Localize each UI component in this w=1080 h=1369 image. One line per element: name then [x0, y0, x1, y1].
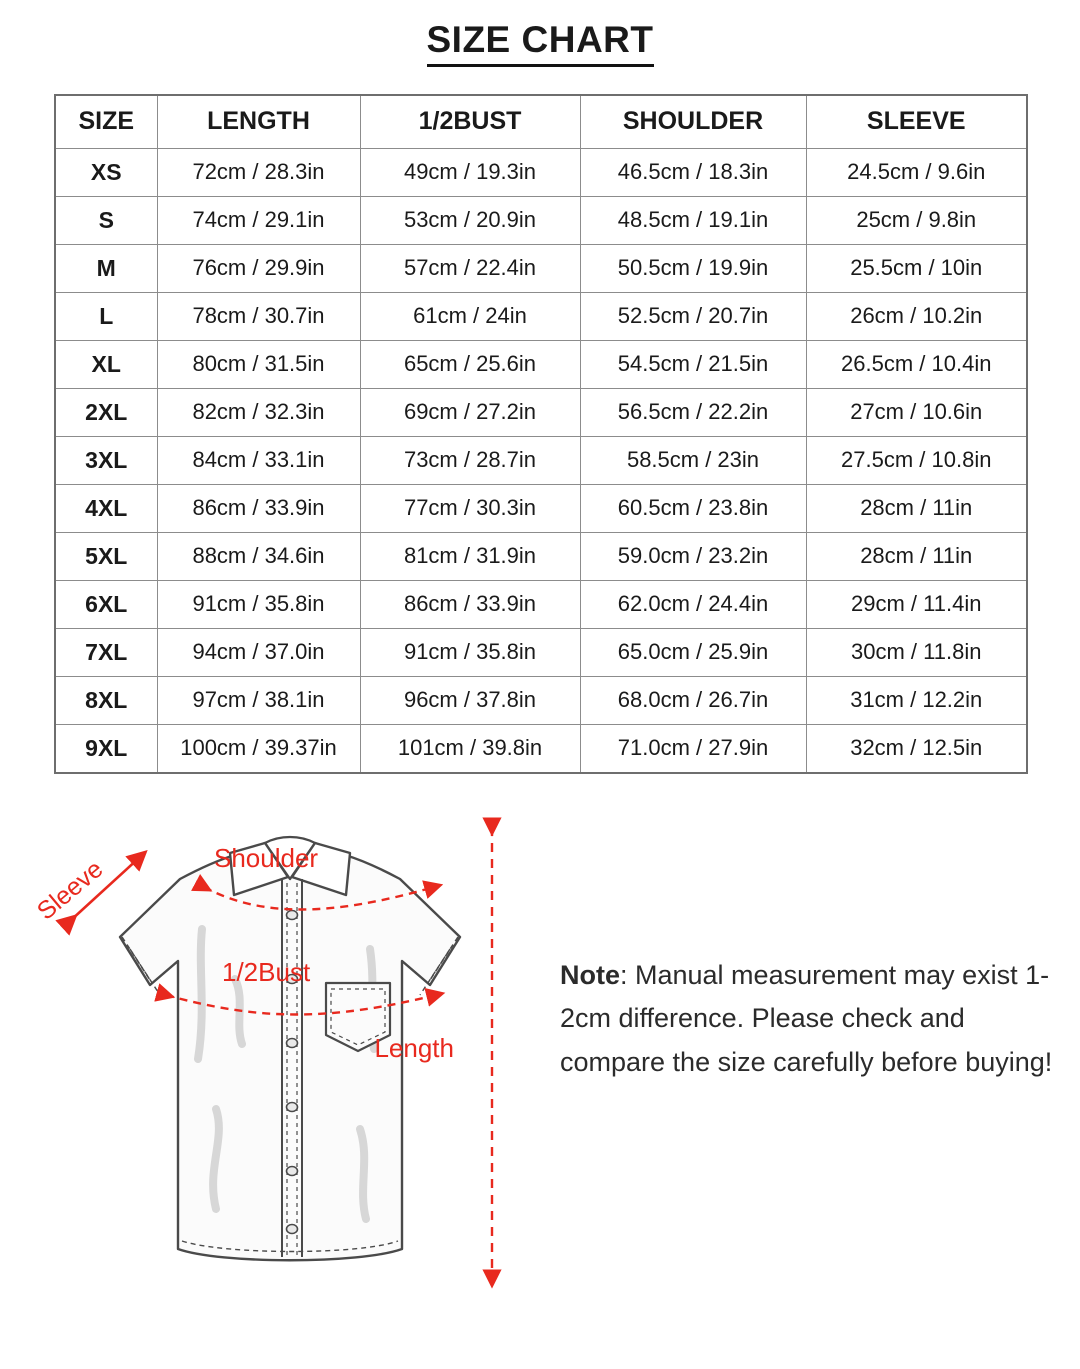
cell-shoulder: 46.5cm / 18.3in — [580, 148, 806, 196]
shirt-diagram — [30, 809, 550, 1319]
cell-shoulder: 54.5cm / 21.5in — [580, 340, 806, 388]
table-body — [55, 148, 1027, 773]
cell-sleeve: 26.5cm / 10.4in — [806, 340, 1027, 388]
cell-size: 4XL — [55, 484, 157, 532]
cell-size: M — [55, 244, 157, 292]
column-header-length: LENGTH — [157, 95, 360, 149]
cell-half-bust: 96cm / 37.8in — [360, 676, 580, 724]
cell-shoulder: 50.5cm / 19.9in — [580, 244, 806, 292]
table-header — [55, 95, 1027, 149]
cell-size: 6XL — [55, 580, 157, 628]
cell-sleeve: 30cm / 11.8in — [806, 628, 1027, 676]
table-row — [55, 628, 1027, 676]
cell-half-bust: 69cm / 27.2in — [360, 388, 580, 436]
cell-sleeve: 31cm / 12.2in — [806, 676, 1027, 724]
table-row — [55, 676, 1027, 724]
table-row — [55, 484, 1027, 532]
cell-size: 2XL — [55, 388, 157, 436]
cell-length: 100cm / 39.37in — [157, 724, 360, 773]
cell-size: 7XL — [55, 628, 157, 676]
cell-sleeve: 24.5cm / 9.6in — [806, 148, 1027, 196]
table-row — [55, 340, 1027, 388]
cell-half-bust: 57cm / 22.4in — [360, 244, 580, 292]
column-header-size: SIZE — [55, 95, 157, 149]
table-header-row — [55, 95, 1027, 149]
note-text — [560, 954, 1055, 1085]
column-header-sleeve: SLEEVE — [806, 95, 1027, 149]
cell-sleeve: 28cm / 11in — [806, 484, 1027, 532]
cell-half-bust: 91cm / 35.8in — [360, 628, 580, 676]
cell-sleeve: 29cm / 11.4in — [806, 580, 1027, 628]
cell-sleeve: 26cm / 10.2in — [806, 292, 1027, 340]
cell-length: 80cm / 31.5in — [157, 340, 360, 388]
cell-half-bust: 61cm / 24in — [360, 292, 580, 340]
cell-shoulder: 71.0cm / 27.9in — [580, 724, 806, 773]
cell-size: S — [55, 196, 157, 244]
cell-length: 84cm / 33.1in — [157, 436, 360, 484]
table-row — [55, 292, 1027, 340]
table-row — [55, 724, 1027, 773]
column-header-shoulder: SHOULDER — [580, 95, 806, 149]
table-row — [55, 580, 1027, 628]
shoulder-label: Shoulder — [214, 842, 319, 873]
cell-half-bust: 86cm / 33.9in — [360, 580, 580, 628]
cell-shoulder: 48.5cm / 19.1in — [580, 196, 806, 244]
cell-half-bust: 81cm / 31.9in — [360, 532, 580, 580]
table-row — [55, 532, 1027, 580]
cell-length: 97cm / 38.1in — [157, 676, 360, 724]
cell-length: 76cm / 29.9in — [157, 244, 360, 292]
cell-sleeve: 25.5cm / 10in — [806, 244, 1027, 292]
cell-shoulder: 58.5cm / 23in — [580, 436, 806, 484]
size-table-container — [54, 94, 1026, 774]
table-row — [55, 148, 1027, 196]
table-row — [55, 436, 1027, 484]
cell-size: L — [55, 292, 157, 340]
page-title: SIZE CHART — [427, 20, 654, 67]
column-header-half-bust: 1/2BUST — [360, 95, 580, 149]
table-row — [55, 388, 1027, 436]
cell-size: 5XL — [55, 532, 157, 580]
cell-shoulder: 62.0cm / 24.4in — [580, 580, 806, 628]
cell-sleeve: 32cm / 12.5in — [806, 724, 1027, 773]
cell-shoulder: 65.0cm / 25.9in — [580, 628, 806, 676]
cell-length: 74cm / 29.1in — [157, 196, 360, 244]
diagram-section — [0, 809, 1080, 1329]
cell-length: 91cm / 35.8in — [157, 580, 360, 628]
title-container — [0, 0, 1080, 67]
cell-shoulder: 60.5cm / 23.8in — [580, 484, 806, 532]
table-row — [55, 196, 1027, 244]
cell-size: XL — [55, 340, 157, 388]
cell-sleeve: 28cm / 11in — [806, 532, 1027, 580]
cell-size: 9XL — [55, 724, 157, 773]
cell-half-bust: 101cm / 39.8in — [360, 724, 580, 773]
cell-length: 86cm / 33.9in — [157, 484, 360, 532]
table-row — [55, 244, 1027, 292]
cell-sleeve: 25cm / 9.8in — [806, 196, 1027, 244]
cell-length: 78cm / 30.7in — [157, 292, 360, 340]
cell-half-bust: 73cm / 28.7in — [360, 436, 580, 484]
cell-length: 88cm / 34.6in — [157, 532, 360, 580]
length-label: Length — [374, 1032, 454, 1063]
cell-shoulder: 68.0cm / 26.7in — [580, 676, 806, 724]
cell-length: 94cm / 37.0in — [157, 628, 360, 676]
note-label: Note — [560, 959, 620, 990]
cell-shoulder: 59.0cm / 23.2in — [580, 532, 806, 580]
cell-size: 8XL — [55, 676, 157, 724]
cell-length: 82cm / 32.3in — [157, 388, 360, 436]
cell-size: 3XL — [55, 436, 157, 484]
size-chart-table — [54, 94, 1028, 774]
cell-sleeve: 27cm / 10.6in — [806, 388, 1027, 436]
cell-size: XS — [55, 148, 157, 196]
cell-shoulder: 52.5cm / 20.7in — [580, 292, 806, 340]
cell-length: 72cm / 28.3in — [157, 148, 360, 196]
cell-half-bust: 49cm / 19.3in — [360, 148, 580, 196]
note-body: : Manual measurement may exist 1-2cm difference. Please check and compare the size carefully before buying! — [560, 959, 1053, 1078]
cell-half-bust: 77cm / 30.3in — [360, 484, 580, 532]
cell-sleeve: 27.5cm / 10.8in — [806, 436, 1027, 484]
sleeve-label: Sleeve — [31, 854, 109, 926]
cell-half-bust: 65cm / 25.6in — [360, 340, 580, 388]
cell-half-bust: 53cm / 20.9in — [360, 196, 580, 244]
cell-shoulder: 56.5cm / 22.2in — [580, 388, 806, 436]
half-bust-label: 1/2Bust — [222, 956, 311, 987]
